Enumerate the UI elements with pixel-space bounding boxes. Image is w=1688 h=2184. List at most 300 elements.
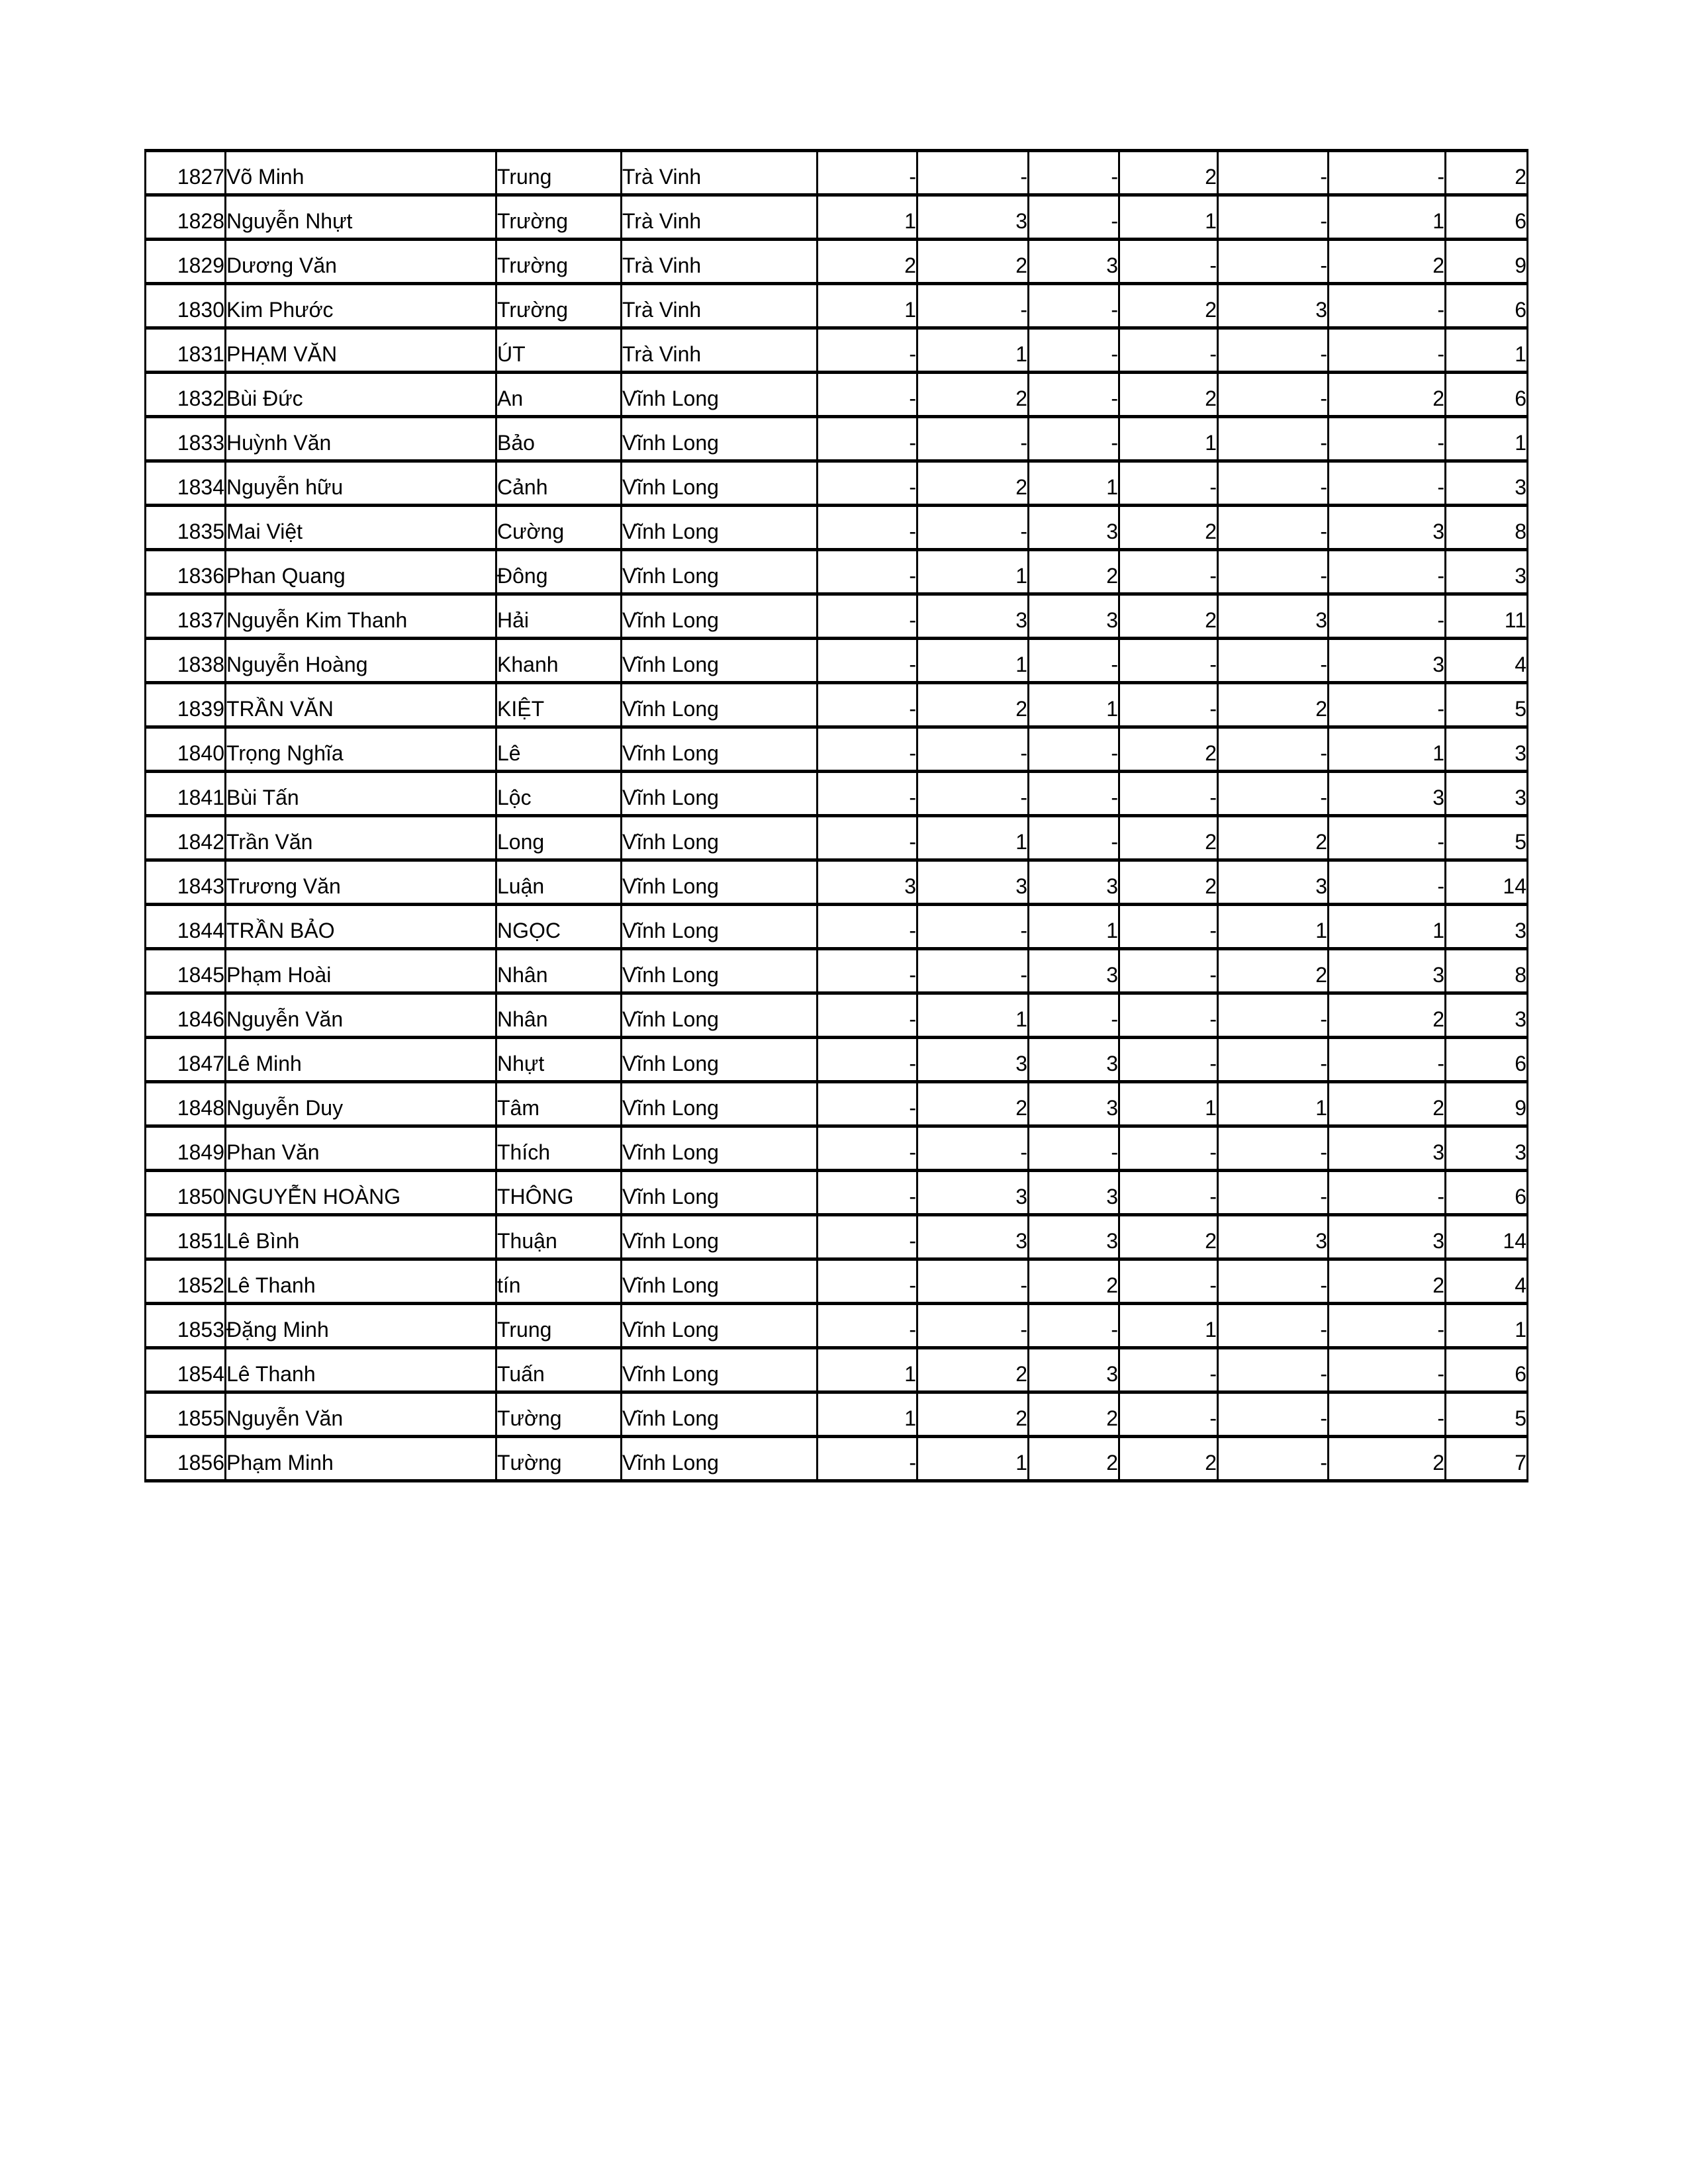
cell-n4: 2 xyxy=(1119,727,1218,772)
cell-n5: - xyxy=(1218,1171,1329,1215)
cell-last_name: Lộc xyxy=(496,772,622,816)
cell-n5: - xyxy=(1218,1437,1329,1481)
cell-first_name: Lê Thanh xyxy=(226,1259,496,1304)
cell-last_name: Trường xyxy=(496,240,622,284)
cell-n1: - xyxy=(818,461,917,506)
cell-last_name: Bảo xyxy=(496,417,622,461)
table-row xyxy=(146,373,1528,417)
cell-n3: 2 xyxy=(1029,1392,1119,1437)
cell-n4: 2 xyxy=(1119,816,1218,860)
cell-id: 1833 xyxy=(146,417,226,461)
cell-province: Trà Vinh xyxy=(622,284,818,328)
cell-last_name: Tường xyxy=(496,1437,622,1481)
cell-n2: - xyxy=(917,905,1029,949)
cell-n2: - xyxy=(917,506,1029,550)
cell-n2: 3 xyxy=(917,195,1029,240)
cell-last_name: Luận xyxy=(496,860,622,905)
cell-total: 3 xyxy=(1446,727,1528,772)
cell-id: 1845 xyxy=(146,949,226,993)
cell-first_name: Kim Phước xyxy=(226,284,496,328)
table-row xyxy=(146,1215,1528,1259)
table-row xyxy=(146,772,1528,816)
cell-total: 8 xyxy=(1446,506,1528,550)
table-row xyxy=(146,1304,1528,1348)
cell-total: 6 xyxy=(1446,373,1528,417)
cell-n4: - xyxy=(1119,683,1218,727)
cell-province: Vĩnh Long xyxy=(622,949,818,993)
cell-n2: - xyxy=(917,284,1029,328)
cell-last_name: Tuấn xyxy=(496,1348,622,1392)
cell-n3: - xyxy=(1029,816,1119,860)
cell-n2: - xyxy=(917,1259,1029,1304)
cell-last_name: NGỌC xyxy=(496,905,622,949)
cell-total: 4 xyxy=(1446,1259,1528,1304)
cell-last_name: Thuận xyxy=(496,1215,622,1259)
cell-n1: - xyxy=(818,1437,917,1481)
cell-n4: 2 xyxy=(1119,284,1218,328)
cell-total: 3 xyxy=(1446,772,1528,816)
cell-total: 7 xyxy=(1446,1437,1528,1481)
cell-n6: 3 xyxy=(1329,1126,1446,1171)
cell-n1: - xyxy=(818,1082,917,1126)
cell-id: 1842 xyxy=(146,816,226,860)
cell-n3: 3 xyxy=(1029,949,1119,993)
cell-province: Vĩnh Long xyxy=(622,1171,818,1215)
cell-n6: 3 xyxy=(1329,506,1446,550)
cell-id: 1834 xyxy=(146,461,226,506)
cell-id: 1850 xyxy=(146,1171,226,1215)
table-row xyxy=(146,1259,1528,1304)
cell-last_name: THÔNG xyxy=(496,1171,622,1215)
cell-n1: - xyxy=(818,639,917,683)
cell-province: Vĩnh Long xyxy=(622,1126,818,1171)
cell-n1: - xyxy=(818,594,917,639)
cell-n5: 3 xyxy=(1218,284,1329,328)
table-row xyxy=(146,1082,1528,1126)
cell-n2: - xyxy=(917,417,1029,461)
cell-province: Vĩnh Long xyxy=(622,860,818,905)
cell-n4: - xyxy=(1119,772,1218,816)
cell-last_name: tín xyxy=(496,1259,622,1304)
cell-last_name: Trung xyxy=(496,151,622,195)
cell-n1: - xyxy=(818,1171,917,1215)
cell-n2: - xyxy=(917,949,1029,993)
cell-n1: - xyxy=(818,151,917,195)
cell-first_name: Nguyễn Nhựt xyxy=(226,195,496,240)
cell-n3: - xyxy=(1029,1304,1119,1348)
cell-n2: - xyxy=(917,1126,1029,1171)
cell-id: 1851 xyxy=(146,1215,226,1259)
cell-n5: - xyxy=(1218,1259,1329,1304)
cell-n3: 2 xyxy=(1029,550,1119,594)
cell-id: 1843 xyxy=(146,860,226,905)
cell-province: Vĩnh Long xyxy=(622,1215,818,1259)
table-row xyxy=(146,1126,1528,1171)
cell-n5: 3 xyxy=(1218,594,1329,639)
cell-n5: - xyxy=(1218,1126,1329,1171)
cell-n3: - xyxy=(1029,151,1119,195)
cell-first_name: Nguyễn Văn xyxy=(226,1392,496,1437)
cell-n3: 1 xyxy=(1029,905,1119,949)
cell-province: Vĩnh Long xyxy=(622,1392,818,1437)
cell-first_name: Mai Việt xyxy=(226,506,496,550)
cell-n2: 2 xyxy=(917,1392,1029,1437)
cell-id: 1829 xyxy=(146,240,226,284)
cell-n6: - xyxy=(1329,683,1446,727)
cell-n6: 3 xyxy=(1329,639,1446,683)
cell-n5: - xyxy=(1218,727,1329,772)
cell-n2: 3 xyxy=(917,1038,1029,1082)
cell-n5: 2 xyxy=(1218,683,1329,727)
cell-total: 1 xyxy=(1446,1304,1528,1348)
cell-n1: - xyxy=(818,417,917,461)
cell-first_name: Nguyễn hữu xyxy=(226,461,496,506)
cell-n4: 1 xyxy=(1119,417,1218,461)
cell-province: Vĩnh Long xyxy=(622,1038,818,1082)
score-table xyxy=(144,149,1528,1482)
table-row xyxy=(146,949,1528,993)
cell-first_name: Võ Minh xyxy=(226,151,496,195)
cell-total: 5 xyxy=(1446,816,1528,860)
cell-id: 1844 xyxy=(146,905,226,949)
cell-n4: - xyxy=(1119,328,1218,373)
cell-first_name: Phạm Hoài xyxy=(226,949,496,993)
cell-total: 9 xyxy=(1446,240,1528,284)
table-row xyxy=(146,195,1528,240)
cell-first_name: Lê Thanh xyxy=(226,1348,496,1392)
cell-n3: 3 xyxy=(1029,240,1119,284)
cell-first_name: Lê Bình xyxy=(226,1215,496,1259)
cell-total: 6 xyxy=(1446,1038,1528,1082)
cell-first_name: Huỳnh Văn xyxy=(226,417,496,461)
cell-province: Vĩnh Long xyxy=(622,594,818,639)
cell-province: Vĩnh Long xyxy=(622,993,818,1038)
cell-n5: - xyxy=(1218,195,1329,240)
cell-province: Trà Vinh xyxy=(622,195,818,240)
cell-n2: 1 xyxy=(917,816,1029,860)
cell-province: Vĩnh Long xyxy=(622,727,818,772)
cell-total: 9 xyxy=(1446,1082,1528,1126)
cell-id: 1836 xyxy=(146,550,226,594)
score-table-body xyxy=(146,151,1528,1481)
cell-total: 3 xyxy=(1446,993,1528,1038)
cell-n3: - xyxy=(1029,1126,1119,1171)
cell-id: 1827 xyxy=(146,151,226,195)
cell-first_name: Nguyễn Văn xyxy=(226,993,496,1038)
cell-last_name: Khanh xyxy=(496,639,622,683)
cell-n3: 3 xyxy=(1029,1082,1119,1126)
cell-n3: 1 xyxy=(1029,683,1119,727)
cell-n6: - xyxy=(1329,417,1446,461)
cell-n5: - xyxy=(1218,373,1329,417)
cell-total: 3 xyxy=(1446,905,1528,949)
cell-first_name: Trần Văn xyxy=(226,816,496,860)
cell-n1: - xyxy=(818,328,917,373)
cell-n6: - xyxy=(1329,550,1446,594)
cell-n6: 1 xyxy=(1329,727,1446,772)
table-row xyxy=(146,1392,1528,1437)
cell-n6: - xyxy=(1329,1304,1446,1348)
cell-n2: 1 xyxy=(917,550,1029,594)
cell-n6: - xyxy=(1329,1171,1446,1215)
cell-n6: 3 xyxy=(1329,1215,1446,1259)
cell-last_name: Nhựt xyxy=(496,1038,622,1082)
cell-n5: - xyxy=(1218,240,1329,284)
cell-last_name: ÚT xyxy=(496,328,622,373)
table-row xyxy=(146,816,1528,860)
cell-id: 1837 xyxy=(146,594,226,639)
cell-n4: - xyxy=(1119,1126,1218,1171)
cell-id: 1828 xyxy=(146,195,226,240)
cell-province: Vĩnh Long xyxy=(622,772,818,816)
cell-n4: 2 xyxy=(1119,1215,1218,1259)
cell-n4: - xyxy=(1119,461,1218,506)
cell-n5: - xyxy=(1218,417,1329,461)
cell-n3: - xyxy=(1029,727,1119,772)
cell-n4: - xyxy=(1119,1171,1218,1215)
cell-province: Vĩnh Long xyxy=(622,1304,818,1348)
cell-n1: - xyxy=(818,993,917,1038)
cell-n6: 2 xyxy=(1329,1437,1446,1481)
cell-province: Trà Vinh xyxy=(622,240,818,284)
cell-first_name: Bùi Đức xyxy=(226,373,496,417)
table-row xyxy=(146,1038,1528,1082)
cell-n4: 1 xyxy=(1119,1082,1218,1126)
cell-id: 1831 xyxy=(146,328,226,373)
cell-last_name: Nhân xyxy=(496,949,622,993)
cell-total: 3 xyxy=(1446,1126,1528,1171)
cell-n5: - xyxy=(1218,1392,1329,1437)
cell-n4: 2 xyxy=(1119,860,1218,905)
cell-first_name: Bùi Tấn xyxy=(226,772,496,816)
table-row xyxy=(146,639,1528,683)
cell-n2: 3 xyxy=(917,860,1029,905)
cell-n2: 3 xyxy=(917,594,1029,639)
cell-n5: 1 xyxy=(1218,1082,1329,1126)
cell-id: 1848 xyxy=(146,1082,226,1126)
cell-n1: - xyxy=(818,1259,917,1304)
cell-id: 1854 xyxy=(146,1348,226,1392)
table-row xyxy=(146,417,1528,461)
cell-total: 6 xyxy=(1446,195,1528,240)
cell-n5: - xyxy=(1218,461,1329,506)
cell-n3: 2 xyxy=(1029,1437,1119,1481)
cell-n6: - xyxy=(1329,461,1446,506)
cell-n3: 3 xyxy=(1029,594,1119,639)
table-row xyxy=(146,727,1528,772)
cell-n1: 3 xyxy=(818,860,917,905)
cell-n1: - xyxy=(818,949,917,993)
cell-n3: 3 xyxy=(1029,1171,1119,1215)
cell-n4: - xyxy=(1119,1259,1218,1304)
cell-total: 14 xyxy=(1446,860,1528,905)
cell-n5: 3 xyxy=(1218,1215,1329,1259)
cell-n6: 1 xyxy=(1329,195,1446,240)
table-row xyxy=(146,550,1528,594)
cell-n1: - xyxy=(818,816,917,860)
cell-n4: - xyxy=(1119,993,1218,1038)
cell-last_name: Đông xyxy=(496,550,622,594)
cell-n1: - xyxy=(818,727,917,772)
cell-province: Vĩnh Long xyxy=(622,1348,818,1392)
cell-n2: 2 xyxy=(917,240,1029,284)
cell-n5: 3 xyxy=(1218,860,1329,905)
table-row xyxy=(146,860,1528,905)
cell-id: 1849 xyxy=(146,1126,226,1171)
cell-n2: - xyxy=(917,151,1029,195)
cell-total: 14 xyxy=(1446,1215,1528,1259)
cell-n1: - xyxy=(818,1126,917,1171)
cell-n2: 1 xyxy=(917,1437,1029,1481)
cell-n6: - xyxy=(1329,151,1446,195)
cell-first_name: Dương Văn xyxy=(226,240,496,284)
cell-first_name: Đặng Minh xyxy=(226,1304,496,1348)
cell-first_name: Trọng Nghĩa xyxy=(226,727,496,772)
cell-n6: 2 xyxy=(1329,1082,1446,1126)
cell-n2: 1 xyxy=(917,993,1029,1038)
table-row xyxy=(146,240,1528,284)
cell-n1: - xyxy=(818,905,917,949)
cell-n2: 1 xyxy=(917,639,1029,683)
cell-first_name: Phan Văn xyxy=(226,1126,496,1171)
cell-n6: 2 xyxy=(1329,240,1446,284)
cell-n2: 2 xyxy=(917,1082,1029,1126)
cell-total: 1 xyxy=(1446,417,1528,461)
cell-total: 6 xyxy=(1446,284,1528,328)
cell-n4: 1 xyxy=(1119,195,1218,240)
cell-n6: - xyxy=(1329,1348,1446,1392)
cell-id: 1838 xyxy=(146,639,226,683)
table-row xyxy=(146,905,1528,949)
cell-total: 3 xyxy=(1446,550,1528,594)
cell-n1: 1 xyxy=(818,195,917,240)
cell-n4: - xyxy=(1119,1392,1218,1437)
cell-last_name: Tâm xyxy=(496,1082,622,1126)
cell-province: Trà Vinh xyxy=(622,328,818,373)
cell-n3: 3 xyxy=(1029,1038,1119,1082)
cell-n5: 1 xyxy=(1218,905,1329,949)
table-row xyxy=(146,1437,1528,1481)
table-row xyxy=(146,328,1528,373)
cell-first_name: Phạm Minh xyxy=(226,1437,496,1481)
cell-first_name: Lê Minh xyxy=(226,1038,496,1082)
cell-n5: - xyxy=(1218,506,1329,550)
cell-id: 1832 xyxy=(146,373,226,417)
cell-n1: - xyxy=(818,1038,917,1082)
cell-n3: - xyxy=(1029,373,1119,417)
cell-n4: 2 xyxy=(1119,506,1218,550)
cell-last_name: Long xyxy=(496,816,622,860)
cell-n1: - xyxy=(818,373,917,417)
cell-n6: 2 xyxy=(1329,1259,1446,1304)
cell-id: 1830 xyxy=(146,284,226,328)
cell-n4: 2 xyxy=(1119,373,1218,417)
cell-n3: - xyxy=(1029,195,1119,240)
cell-province: Vĩnh Long xyxy=(622,373,818,417)
cell-total: 4 xyxy=(1446,639,1528,683)
cell-n5: - xyxy=(1218,639,1329,683)
cell-id: 1846 xyxy=(146,993,226,1038)
cell-province: Vĩnh Long xyxy=(622,417,818,461)
cell-n4: - xyxy=(1119,949,1218,993)
cell-n6: - xyxy=(1329,1392,1446,1437)
cell-first_name: Nguyễn Duy xyxy=(226,1082,496,1126)
cell-n5: - xyxy=(1218,772,1329,816)
cell-last_name: Cường xyxy=(496,506,622,550)
cell-n4: 2 xyxy=(1119,594,1218,639)
cell-n5: - xyxy=(1218,550,1329,594)
cell-n3: - xyxy=(1029,993,1119,1038)
cell-n5: - xyxy=(1218,1038,1329,1082)
cell-province: Trà Vinh xyxy=(622,151,818,195)
cell-last_name: Trường xyxy=(496,284,622,328)
cell-province: Vĩnh Long xyxy=(622,1082,818,1126)
cell-last_name: KIỆT xyxy=(496,683,622,727)
cell-id: 1853 xyxy=(146,1304,226,1348)
cell-last_name: Thích xyxy=(496,1126,622,1171)
cell-province: Vĩnh Long xyxy=(622,639,818,683)
cell-n2: 2 xyxy=(917,461,1029,506)
cell-id: 1855 xyxy=(146,1392,226,1437)
table-row xyxy=(146,151,1528,195)
cell-n2: - xyxy=(917,772,1029,816)
cell-n2: 1 xyxy=(917,328,1029,373)
cell-n3: 3 xyxy=(1029,1348,1119,1392)
cell-n1: - xyxy=(818,772,917,816)
cell-province: Vĩnh Long xyxy=(622,816,818,860)
cell-n1: 1 xyxy=(818,1348,917,1392)
cell-total: 5 xyxy=(1446,683,1528,727)
cell-n2: - xyxy=(917,1304,1029,1348)
table-row xyxy=(146,1171,1528,1215)
cell-first_name: TRẦN BẢO xyxy=(226,905,496,949)
cell-n6: 3 xyxy=(1329,949,1446,993)
cell-n6: 1 xyxy=(1329,905,1446,949)
cell-n6: - xyxy=(1329,1038,1446,1082)
cell-n1: 2 xyxy=(818,240,917,284)
cell-n2: - xyxy=(917,727,1029,772)
cell-n2: 2 xyxy=(917,683,1029,727)
cell-n3: 1 xyxy=(1029,461,1119,506)
cell-n6: - xyxy=(1329,328,1446,373)
cell-last_name: Trường xyxy=(496,195,622,240)
cell-first_name: Nguyễn Kim Thanh xyxy=(226,594,496,639)
cell-province: Vĩnh Long xyxy=(622,905,818,949)
cell-id: 1840 xyxy=(146,727,226,772)
cell-total: 6 xyxy=(1446,1348,1528,1392)
cell-n6: 3 xyxy=(1329,772,1446,816)
cell-n1: - xyxy=(818,506,917,550)
cell-id: 1847 xyxy=(146,1038,226,1082)
cell-province: Vĩnh Long xyxy=(622,550,818,594)
cell-n2: 2 xyxy=(917,1348,1029,1392)
cell-first_name: NGUYỄN HOÀNG xyxy=(226,1171,496,1215)
cell-first_name: PHẠM VĂN xyxy=(226,328,496,373)
cell-total: 2 xyxy=(1446,151,1528,195)
cell-n3: 3 xyxy=(1029,506,1119,550)
table-row xyxy=(146,1348,1528,1392)
cell-n6: 2 xyxy=(1329,993,1446,1038)
cell-n1: - xyxy=(818,550,917,594)
cell-n3: 3 xyxy=(1029,860,1119,905)
table-row xyxy=(146,284,1528,328)
cell-last_name: Cảnh xyxy=(496,461,622,506)
cell-n6: 2 xyxy=(1329,373,1446,417)
cell-last_name: Trung xyxy=(496,1304,622,1348)
cell-n4: - xyxy=(1119,240,1218,284)
cell-last_name: Hải xyxy=(496,594,622,639)
cell-n5: - xyxy=(1218,993,1329,1038)
